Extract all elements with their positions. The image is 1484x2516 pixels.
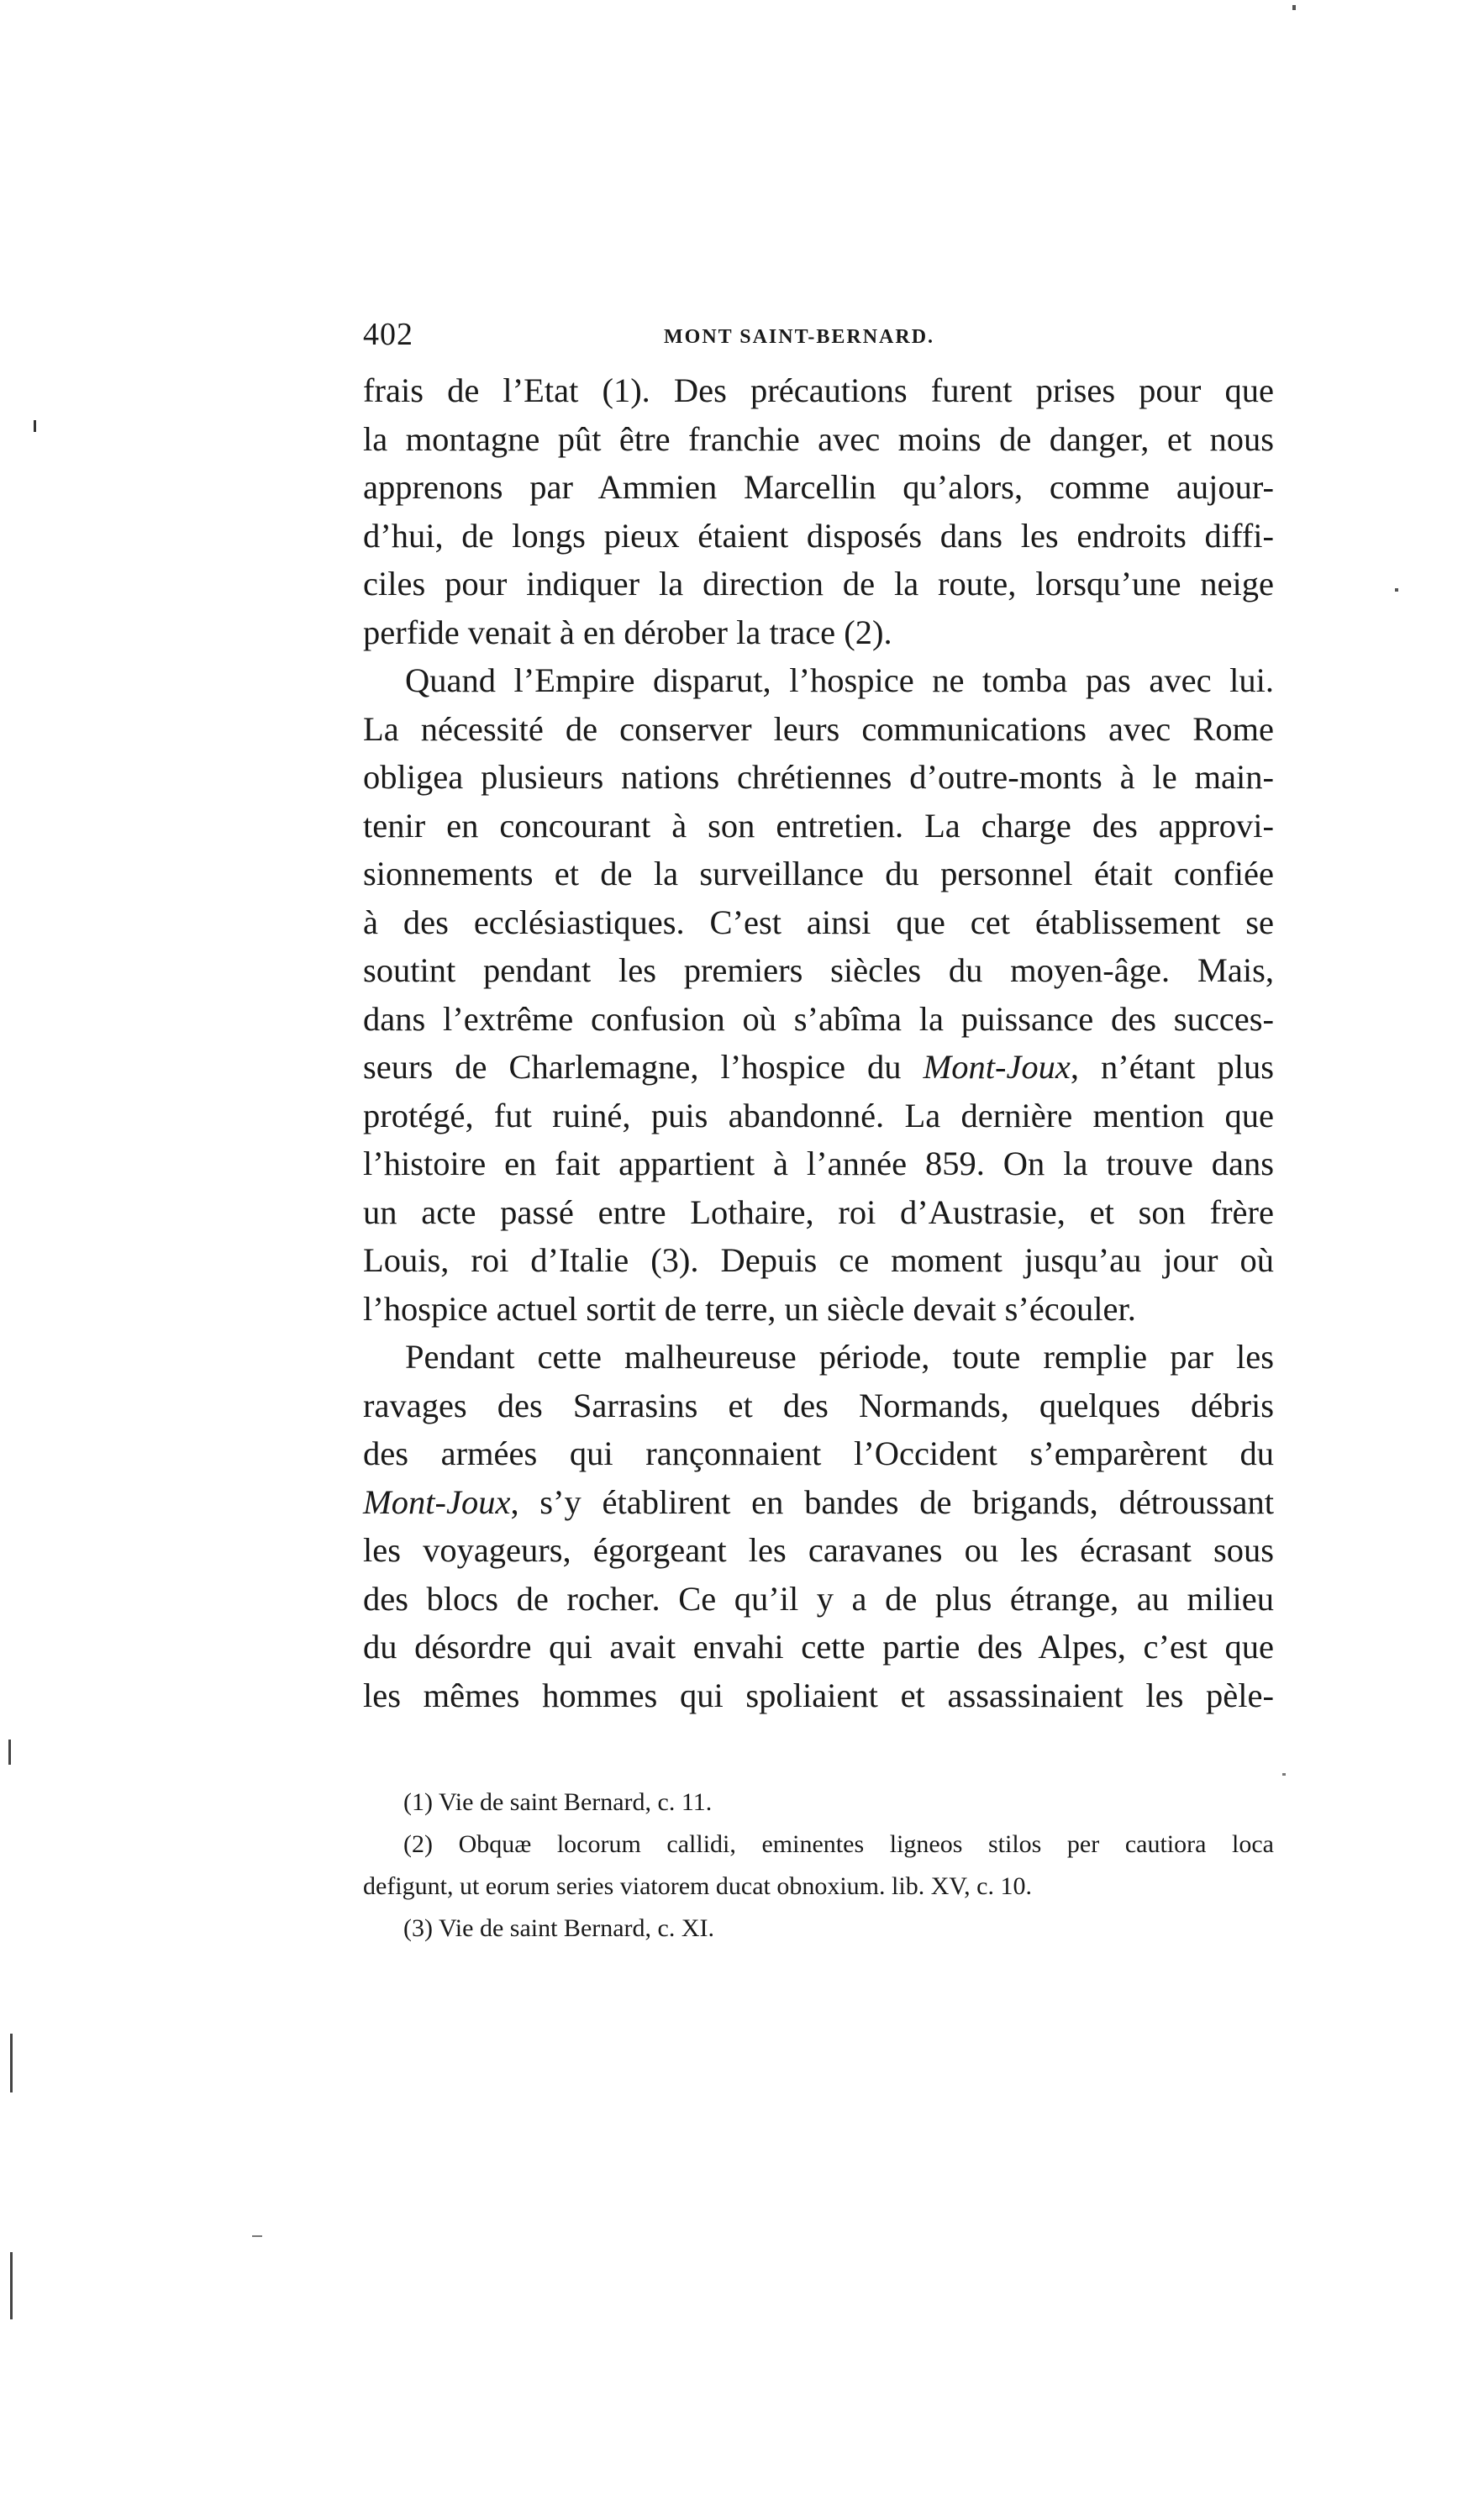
text-line: des blocs de rocher. Ce qu’il y a de plus étrange, au milieu <box>363 1579 1274 1618</box>
text-line: un acte passé entre Lothaire, roi d’Austrasie, et son frère <box>363 1192 1274 1231</box>
text-line: sionnements et de la surveillance du personnel était confiée <box>363 855 1274 892</box>
text-line: perfide venait à en dérober la trace (2). <box>363 613 892 651</box>
text-line: frais de l’Etat (1). Des précautions furent prises pour que <box>363 371 1274 409</box>
footnote-3: (3) Vie de saint Bernard, c. XI. <box>403 1914 715 1942</box>
text-line: à des ecclésiastiques. C’est ainsi que cet établissement se <box>363 903 1274 941</box>
text-line: Louis, roi d’Italie (3). Depuis ce moment jusqu’au jour où <box>363 1241 1274 1279</box>
text-line: ciles pour indiquer la direction de la route, lorsqu’une neige <box>363 565 1274 603</box>
body-text <box>363 366 1274 1719</box>
text-line: apprenons par Ammien Marcellin qu’alors, comme aujour- <box>363 468 1274 506</box>
text-line: Pendant cette malheureuse période, toute remplie par les <box>405 1338 1274 1376</box>
text-line: Quand l’Empire disparut, l’hospice ne tomba pas avec lui. <box>405 661 1274 699</box>
text-line: Mont-Joux, s’y établirent en bandes de brigands, détroussant <box>363 1482 1274 1521</box>
page-number: 402 <box>363 317 413 352</box>
place-name: Mont-Joux <box>363 1482 511 1521</box>
page-header <box>363 316 1271 358</box>
text-line: dans l’extrême confusion où s’abîma la puissance des succes- <box>363 999 1274 1038</box>
place-name: Mont-Joux <box>923 1048 1071 1086</box>
text-line: seurs de Charlemagne, l’hospice du Mont-Joux, n’étant plus <box>363 1048 1274 1086</box>
text-line: ravages des Sarrasins et des Normands, quelques débris <box>363 1386 1274 1424</box>
running-head: MONT SAINT-BERNARD. <box>664 326 935 348</box>
scan-mark <box>8 1740 11 1765</box>
footnote-2: (2) Obquæ locorum callidi, eminentes ligneos stilos per cautiora loca <box>403 1830 1274 1858</box>
text-line: La nécessité de conserver leurs communications avec Rome <box>363 709 1274 748</box>
footnote-2-continued: defigunt, ut eorum series viatorem ducat obnoxium. lib. XV, c. 10. <box>363 1872 1032 1900</box>
text-line: du désordre qui avait envahi cette partie des Alpes, c’est que <box>363 1628 1274 1666</box>
text-line: obligea plusieurs nations chrétiennes d’outre-monts à le main- <box>363 758 1274 796</box>
text-line: tenir en concourant à son entretien. La charge des approvi- <box>363 806 1274 845</box>
scan-mark <box>34 420 36 432</box>
footnotes <box>363 1782 1274 1950</box>
scan-mark <box>1395 588 1398 592</box>
scan-mark <box>10 2034 13 2092</box>
text-line: l’hospice actuel sortit de terre, un siècle devait s’écouler. <box>363 1289 1136 1328</box>
footnote-1: (1) Vie de saint Bernard, c. 11. <box>403 1788 713 1816</box>
scan-mark <box>252 2235 262 2237</box>
scan-mark <box>10 2252 13 2319</box>
scan-mark <box>1282 1773 1286 1776</box>
text-line: soutint pendant les premiers siècles du moyen-âge. Mais, <box>363 951 1274 989</box>
text-line: d’hui, de longs pieux étaient disposés dans les endroits diffi- <box>363 516 1274 555</box>
text-line: la montagne pût être franchie avec moins de danger, et nous <box>363 419 1274 458</box>
text-line: les mêmes hommes qui spoliaient et assassinaient les pèle- <box>363 1676 1274 1714</box>
text-line: les voyageurs, égorgeant les caravanes ou les écrasant sous <box>363 1531 1274 1569</box>
text-line: protégé, fut ruiné, puis abandonné. La dernière mention que <box>363 1096 1274 1134</box>
text-line: des armées qui rançonnaient l’Occident s’emparèrent du <box>363 1434 1274 1472</box>
text-line: l’histoire en fait appartient à l’année 859. On la trouve dans <box>363 1145 1274 1182</box>
scan-mark <box>1292 5 1296 10</box>
